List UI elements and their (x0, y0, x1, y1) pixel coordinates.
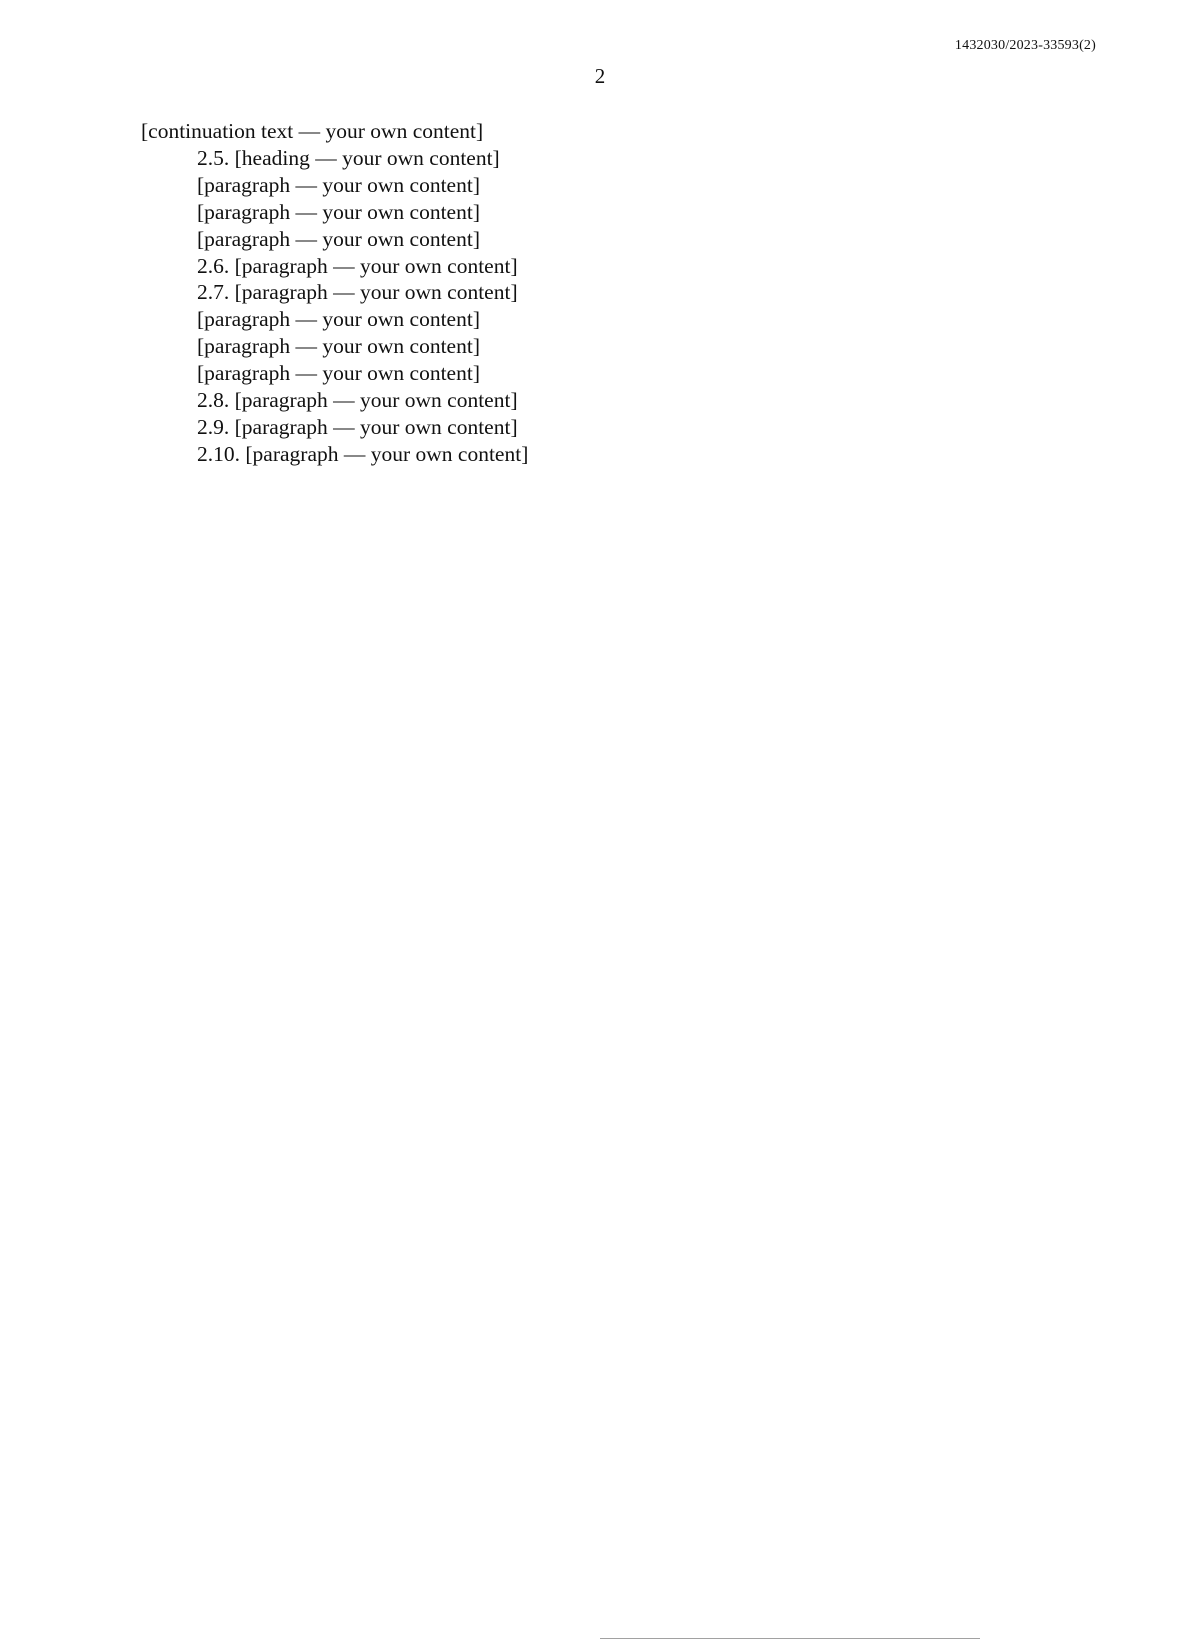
paragraph-2-6: 2.6. [paragraph — your own content] (197, 253, 518, 278)
paragraph-2-10: 2.10. [paragraph — your own content] (197, 441, 529, 466)
page-number: 2 (594, 64, 606, 88)
paragraph-2-5-b: [paragraph — your own content] (197, 199, 480, 224)
paragraph-2-5-a: [paragraph — your own content] (197, 172, 480, 197)
paragraph-2-7-c: [paragraph — your own content] (197, 361, 480, 386)
paragraph-2-7-a: [paragraph — your own content] (197, 307, 480, 332)
paragraph-2-5-c: [paragraph — your own content] (197, 226, 480, 251)
paragraph-2-8: 2.8. [paragraph — your own content] (197, 388, 518, 413)
paragraph-2-7: 2.7. [paragraph — your own content] (197, 280, 518, 305)
document-body (141, 118, 1113, 468)
document-registration-number: 1432030/2023-33593(2) (954, 38, 1096, 53)
paragraph-2-9: 2.9. [paragraph — your own content] (197, 414, 518, 439)
paragraph-continuation: [continuation text — your own content] (141, 119, 484, 143)
paragraph-2-7-b: [paragraph — your own content] (197, 334, 480, 359)
paragraph-2-5-heading: 2.5. [heading — your own content] (197, 145, 500, 170)
